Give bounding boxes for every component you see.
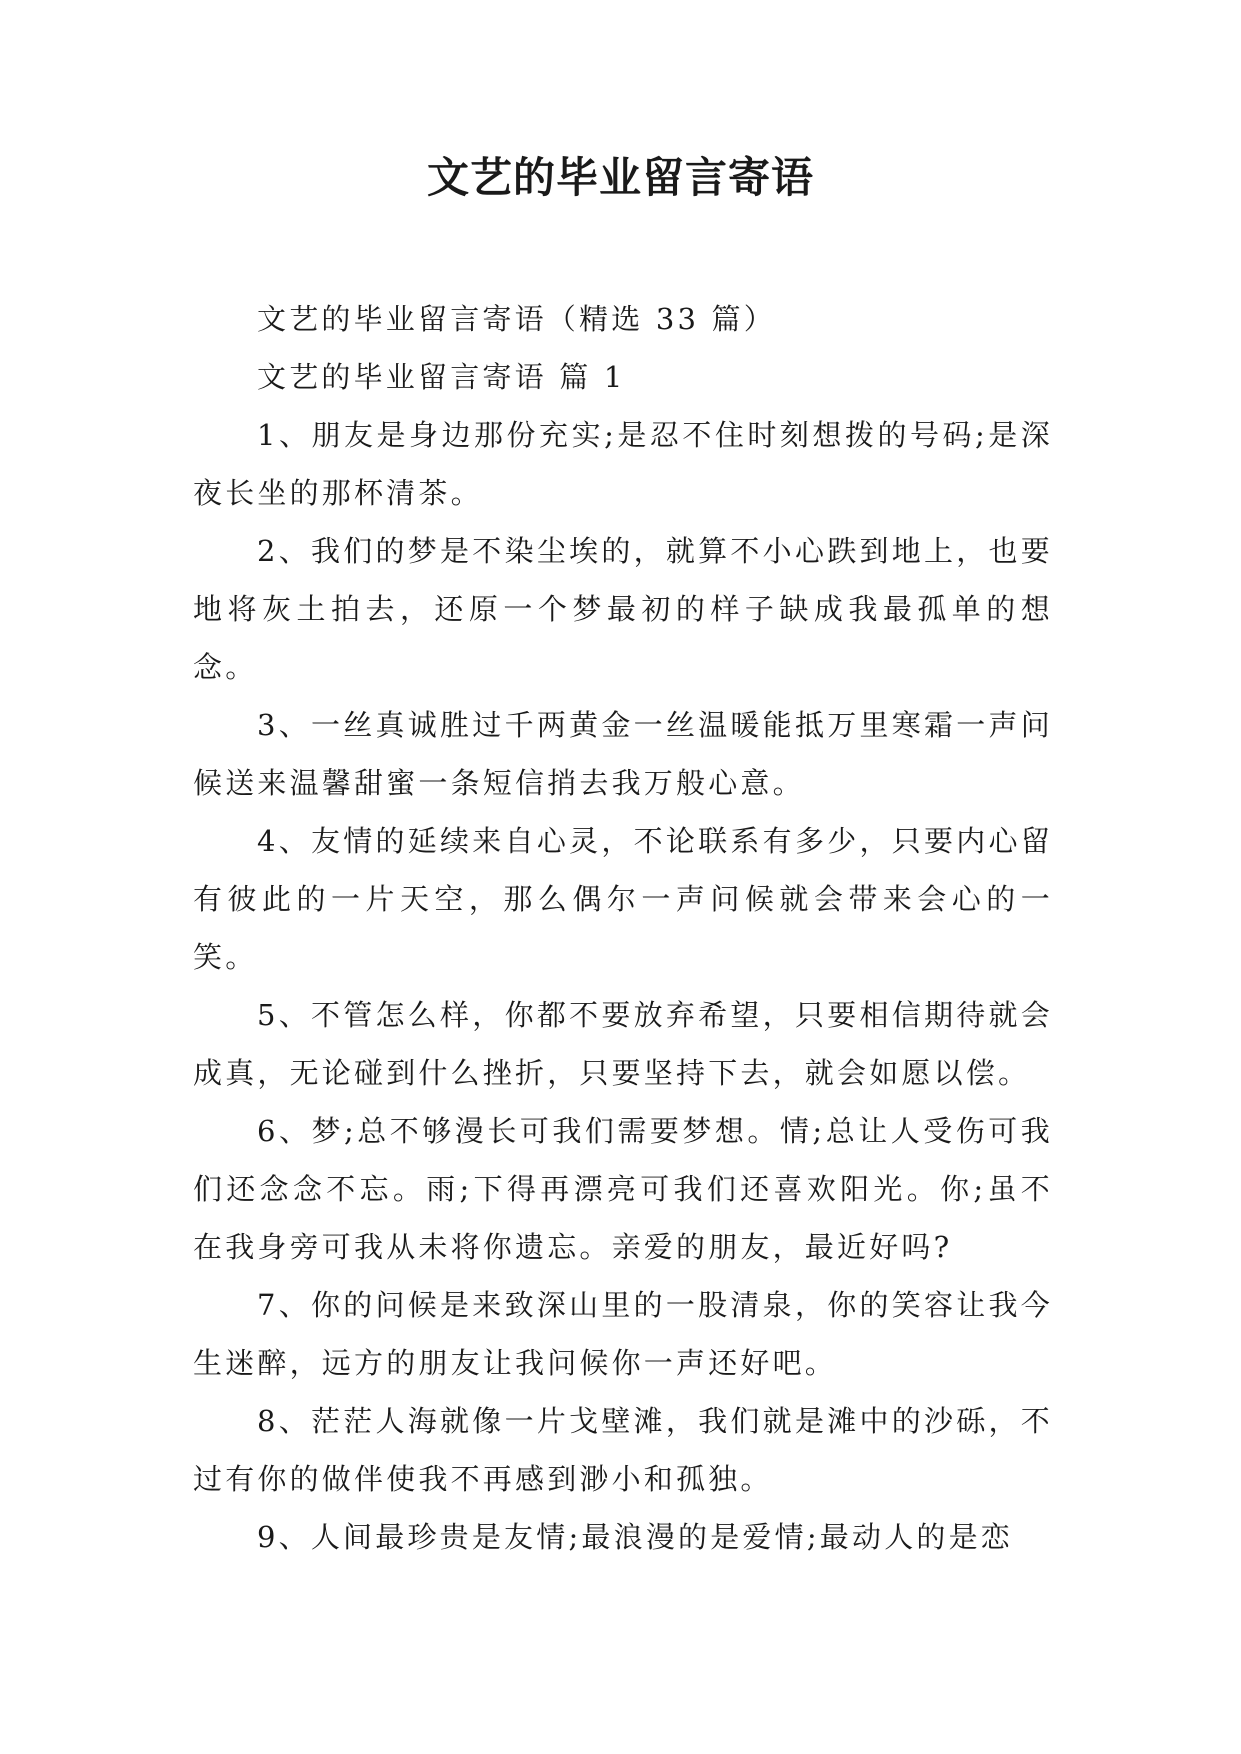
list-item: 8、茫茫人海就像一片戈壁滩，我们就是滩中的沙砾，不过有你的做伴使我不再感到渺小和孤独。 [193,1404,1053,1496]
list-item: 6、梦;总不够漫长可我们需要梦想。情;总让人受伤可我们还念念不忘。雨;下得再漂亮可我们还喜欢阳光。你;虽不在我身旁可我从未将你遗忘。亲爱的朋友，最近好吗? [193,1114,1053,1264]
list-item: 1、朋友是身边那份充实;是忍不住时刻想拨的号码;是深夜长坐的那杯清茶。 [193,418,1053,510]
document-body [193,290,1053,1566]
list-item: 3、一丝真诚胜过千两黄金一丝温暖能抵万里寒霜一声问候送来温馨甜蜜一条短信捎去我万般心意。 [193,708,1053,800]
section-heading: 文艺的毕业留言寄语 篇 1 [257,360,626,394]
list-item: 7、你的问候是来致深山里的一股清泉，你的笑容让我今生迷醉，远方的朋友让我问候你一声还好吧。 [193,1288,1053,1380]
list-item: 4、友情的延续来自心灵，不论联系有多少，只要内心留有彼此的一片天空，那么偶尔一声问候就会带来会心的一笑。 [193,824,1053,974]
list-item: 2、我们的梦是不染尘埃的，就算不小心跌到地上，也要地将灰土拍去，还原一个梦最初的样子缺成我最孤单的想念。 [193,534,1053,684]
subtitle-paragraph: 文艺的毕业留言寄语（精选 33 篇） [257,302,776,336]
list-item: 9、人间最珍贵是友情;最浪漫的是爱情;最动人的是恋 [257,1520,1013,1554]
page-title: 文艺的毕业留言寄语 [426,153,814,202]
list-item: 5、不管怎么样，你都不要放弃希望，只要相信期待就会成真，无论碰到什么挫折，只要坚持下去，就会如愿以偿。 [193,998,1053,1090]
